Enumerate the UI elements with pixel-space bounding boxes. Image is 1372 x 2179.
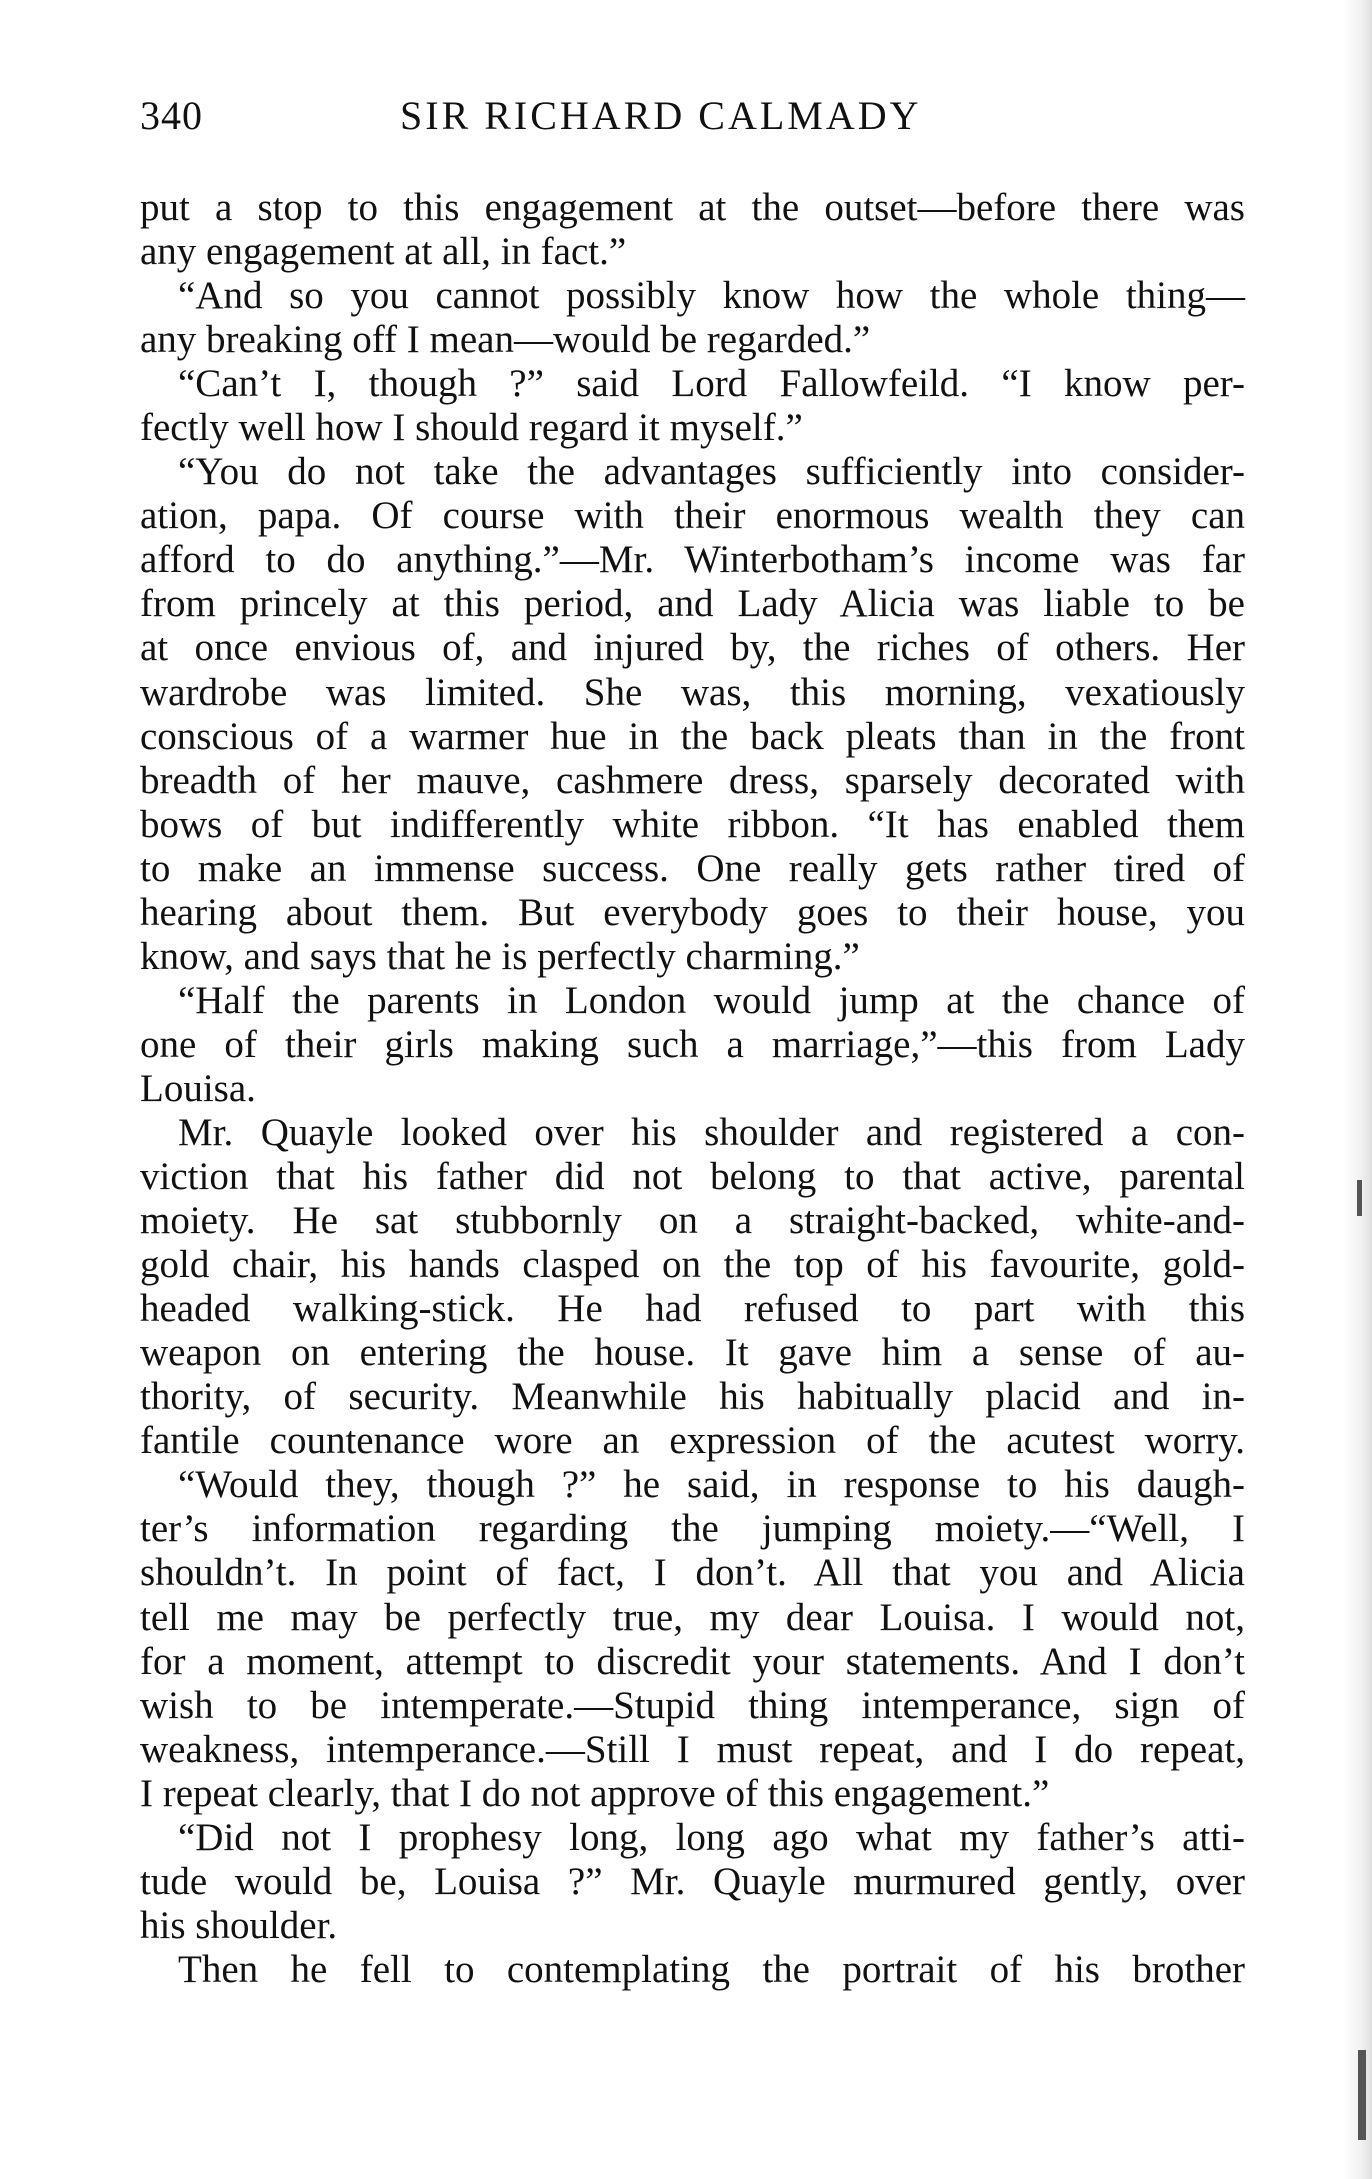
text-line: thority, of security. Meanwhile his habitually placid and in- [140, 1375, 1245, 1419]
running-title: SIR RICHARD CALMADY [400, 93, 922, 138]
text-line: moiety. He sat stubbornly on a straight-backed, white-and- [140, 1199, 1245, 1243]
text-line: know, and says that he is perfectly charming.” [140, 934, 860, 978]
text-line: afford to do anything.”—Mr. Winterbotham’s income was far [140, 538, 1245, 582]
body-text [140, 186, 1245, 1992]
text-line: Louisa. [140, 1066, 256, 1110]
page-number: 340 [140, 93, 203, 138]
text-line: gold chair, his hands clasped on the top of his favourite, gold- [140, 1243, 1245, 1287]
text-line: from princely at this period, and Lady Alicia was liable to be [140, 582, 1245, 626]
text-line: “You do not take the advantages sufficiently into consider- [178, 450, 1245, 494]
text-line: at once envious of, and injured by, the riches of others. Her [140, 626, 1245, 670]
text-line: bows of but indifferently white ribbon. “It has enabled them [140, 802, 1245, 846]
text-line: “Half the parents in London would jump at the chance of [178, 978, 1245, 1022]
text-line: any engagement at all, in fact.” [140, 230, 627, 274]
text-line: weakness, intemperance.—Still I must repeat, and I do repeat, [140, 1727, 1245, 1771]
text-line: I repeat clearly, that I do not approve of this engagement.” [140, 1771, 1050, 1815]
text-line: put a stop to this engagement at the outset—before there was [140, 186, 1245, 229]
text-line: one of their girls making such a marriage,”—this from Lady [140, 1022, 1245, 1066]
page-header [140, 92, 1250, 152]
text-line: his shoulder. [140, 1903, 338, 1947]
page-edge-shading [1342, 0, 1372, 2179]
text-line: Then he fell to contemplating the portrait of his brother [178, 1947, 1245, 1991]
text-line: fectly well how I should regard it myself.” [140, 406, 803, 450]
text-line: tell me may be perfectly true, my dear Louisa. I would not, [140, 1595, 1245, 1639]
text-line: “And so you cannot possibly know how the whole thing— [178, 274, 1245, 318]
text-line: any breaking off I mean—would be regarded.” [140, 318, 871, 362]
text-line: “Can’t I, though ?” said Lord Fallowfeild. “I know per- [178, 362, 1245, 406]
text-line: to make an immense success. One really gets rather tired of [140, 846, 1245, 890]
text-line: conscious of a warmer hue in the back pleats than in the front [140, 714, 1245, 758]
text-line: shouldn’t. In point of fact, I don’t. All that you and Alicia [140, 1551, 1245, 1595]
text-line: wish to be intemperate.—Stupid thing intemperance, sign of [140, 1683, 1245, 1727]
page-edge-mark [1357, 1180, 1362, 1216]
text-line: Mr. Quayle looked over his shoulder and registered a con- [178, 1110, 1245, 1154]
text-line: for a moment, attempt to discredit your statements. And I don’t [140, 1639, 1245, 1683]
text-line: tude would be, Louisa ?” Mr. Quayle murmured gently, over [140, 1859, 1245, 1903]
text-line: fantile countenance wore an expression of the acutest worry. [140, 1419, 1245, 1463]
text-line: viction that his father did not belong to that active, parental [140, 1155, 1245, 1199]
text-line: ation, papa. Of course with their enormous wealth they can [140, 494, 1245, 538]
text-line: ter’s information regarding the jumping moiety.—“Well, I [140, 1507, 1245, 1551]
text-line: weapon on entering the house. It gave him a sense of au- [140, 1331, 1245, 1375]
text-line: headed walking-stick. He had refused to part with this [140, 1287, 1245, 1331]
text-line: wardrobe was limited. She was, this morning, vexatiously [140, 670, 1245, 714]
page-edge-mark [1358, 2050, 1366, 2140]
text-line: hearing about them. But everybody goes to their house, you [140, 890, 1245, 934]
text-line: “Did not I prophesy long, long ago what my father’s atti- [178, 1815, 1245, 1859]
text-line: breadth of her mauve, cashmere dress, sparsely decorated with [140, 758, 1245, 802]
text-line: “Would they, though ?” he said, in response to his daugh- [178, 1463, 1245, 1507]
